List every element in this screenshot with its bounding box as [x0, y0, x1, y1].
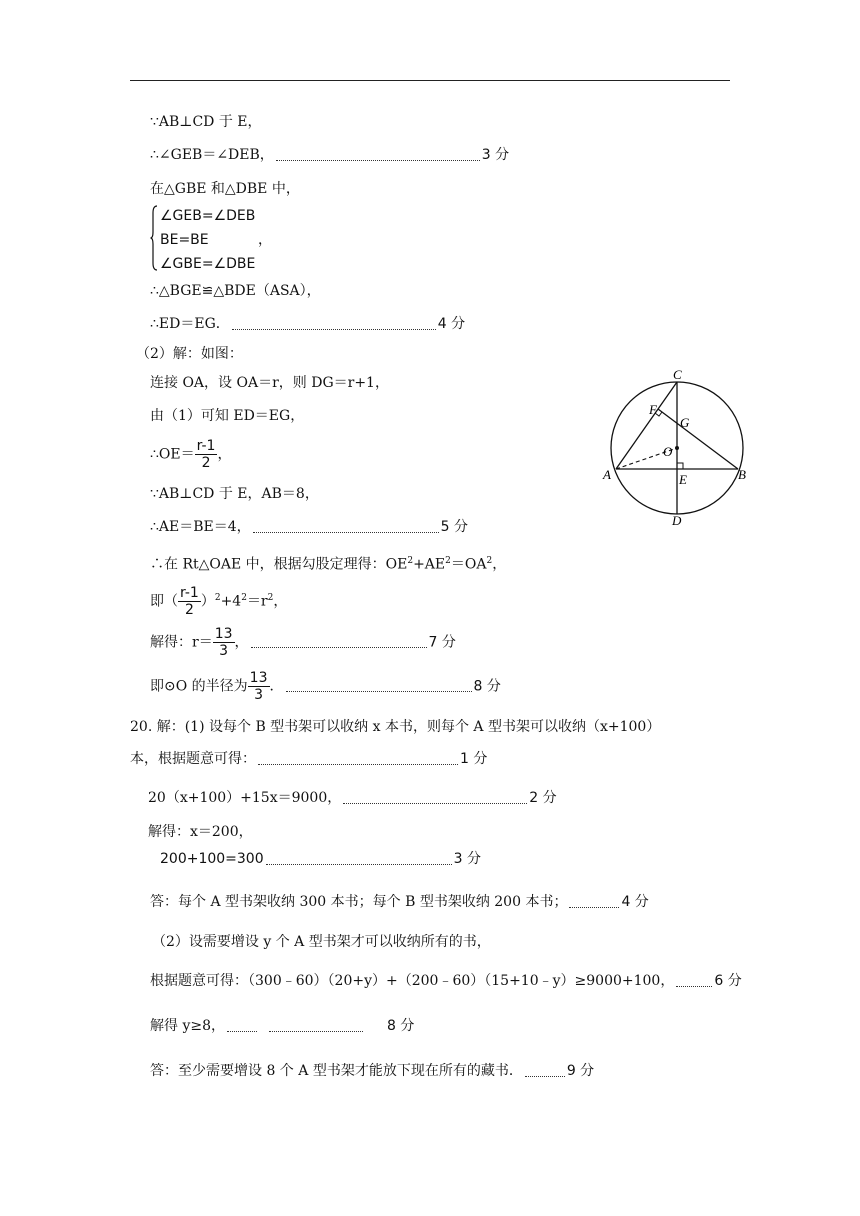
score: 1 分 — [460, 751, 488, 767]
dot-leader — [569, 897, 619, 908]
label-d: D — [672, 513, 682, 528]
score: 3 分 — [453, 851, 481, 867]
part-2-heading: （2）解：如图： — [136, 346, 243, 362]
system-eq-2: BE=BE ， — [160, 232, 272, 248]
line-congruent: ∴△BGE≌△BDE（ASA）， — [150, 283, 321, 299]
label-o: O — [663, 444, 673, 459]
p20-line-2: 本，根据题意可得： 1 分 — [130, 751, 488, 767]
line-from-part1: 由（1）可知 ED＝EG， — [150, 408, 305, 424]
dot-leader — [227, 1021, 257, 1032]
label-e: E — [679, 472, 687, 487]
line-oe-value: ∴OE＝ $\frac{r-1}{2}$ ， — [150, 438, 232, 471]
p20-inequality: 根据题意可得：（300﹣60）（20+y）+（200﹣60）（15+10﹣y）≥9000+100， 6 分 — [150, 973, 742, 989]
dot-leader — [676, 976, 712, 987]
p20-answer-1: 答：每个 A 型书架收纳 300 本书；每个 B 型书架收纳 200 本书； 4 分 — [150, 894, 649, 910]
p20-equation: 20（x+100）+15x＝9000， 2 分 — [148, 790, 557, 806]
score: 7 分 — [428, 634, 456, 651]
line-pythagoras: ∴在 Rt△OAE 中，根据勾股定理得：$OE^2+AE^2=OA^2$， — [150, 556, 507, 573]
label-g: G — [680, 415, 690, 430]
p20-solve-x: 解得：x＝200， — [148, 824, 253, 840]
dot-leader — [343, 793, 527, 804]
dot-leader — [258, 754, 458, 765]
p20-part-2: （2）设需要增设 y 个 A 型书架才可以收纳所有的书， — [152, 934, 491, 950]
line-connect-oa: 连接 OA，设 OA＝r，则 DG＝r+1， — [150, 375, 389, 391]
segment-bf — [658, 409, 738, 469]
line-in-triangles: 在△GBE 和△DBE 中， — [150, 181, 300, 197]
score: 8 分 — [473, 678, 501, 695]
label-c: C — [673, 367, 682, 382]
fraction: $\frac{r-1}{2}$ — [180, 585, 199, 619]
line-radius: 即⊙O 的半径为 $\frac{13}{3}$ ． 8 分 — [150, 670, 501, 703]
score: 5 分 — [440, 519, 469, 535]
dot-leader — [286, 681, 472, 692]
dot-leader — [525, 1066, 565, 1077]
score: 6 分 — [714, 973, 742, 989]
fraction: $\frac{r-1}{2}$ — [196, 438, 216, 471]
right-angle-mark-e — [677, 463, 683, 469]
score: 4 分 — [621, 894, 649, 910]
header-rule — [130, 80, 730, 81]
line-angle-geb: ∴∠GEB＝∠DEB， 3 分 — [150, 147, 510, 163]
dot-leader — [276, 150, 480, 161]
p20-answer-2: 答：至少需要增设 8 个 A 型书架才能放下现在所有的藏书． 9 分 — [150, 1063, 595, 1079]
score: 2 分 — [529, 790, 557, 806]
label-b: B — [738, 467, 746, 482]
fraction: $\frac{13}{3}$ — [214, 626, 233, 659]
label-f: F — [649, 402, 657, 417]
left-brace — [150, 205, 158, 271]
fraction: $\frac{13}{3}$ — [249, 670, 268, 703]
line-ab-perp-cd: ∵AB⊥CD 于 E， — [150, 114, 262, 130]
system-eq-3: ∠GBE=∠DBE — [160, 256, 256, 272]
line-ae-be: ∴AE＝BE＝4， 5 分 — [150, 519, 469, 535]
dot-leader — [251, 637, 427, 648]
line-ed-eq-eg: ∴ED＝EG． 4 分 — [150, 316, 466, 332]
score: 4 分 — [437, 316, 466, 332]
circle-geometry-figure — [596, 366, 766, 536]
system-eq-1: ∠GEB=∠DEB — [160, 208, 256, 224]
line-ab-eq-8: ∵AB⊥CD 于 E，AB＝8， — [150, 486, 319, 502]
line-equation: 即（ $\frac{r-1}{2}$ ）$^2+4^2=r^2$， — [150, 585, 288, 619]
p20-intro: 20. 解：(1) 设每个 B 型书架可以收纳 x 本书，则每个 A 型书架可以收纳（x+100） — [130, 719, 661, 735]
dot-leader — [232, 319, 436, 330]
score: 9 分 — [566, 1063, 595, 1079]
score: 3 分 — [481, 147, 510, 163]
p20-compute: 200+100=300 3 分 — [160, 851, 481, 867]
line-solve-r: 解得：r＝ $\frac{13}{3}$ ， 7 分 — [150, 626, 456, 659]
dot-leader — [266, 854, 452, 865]
p20-solve-y: 解得 y≥8， 8 分 — [150, 1018, 415, 1034]
center-point — [675, 446, 679, 450]
dot-leader — [253, 522, 439, 533]
label-a: A — [603, 467, 611, 482]
dot-leader — [269, 1021, 363, 1032]
score: 8 分 — [387, 1018, 415, 1034]
